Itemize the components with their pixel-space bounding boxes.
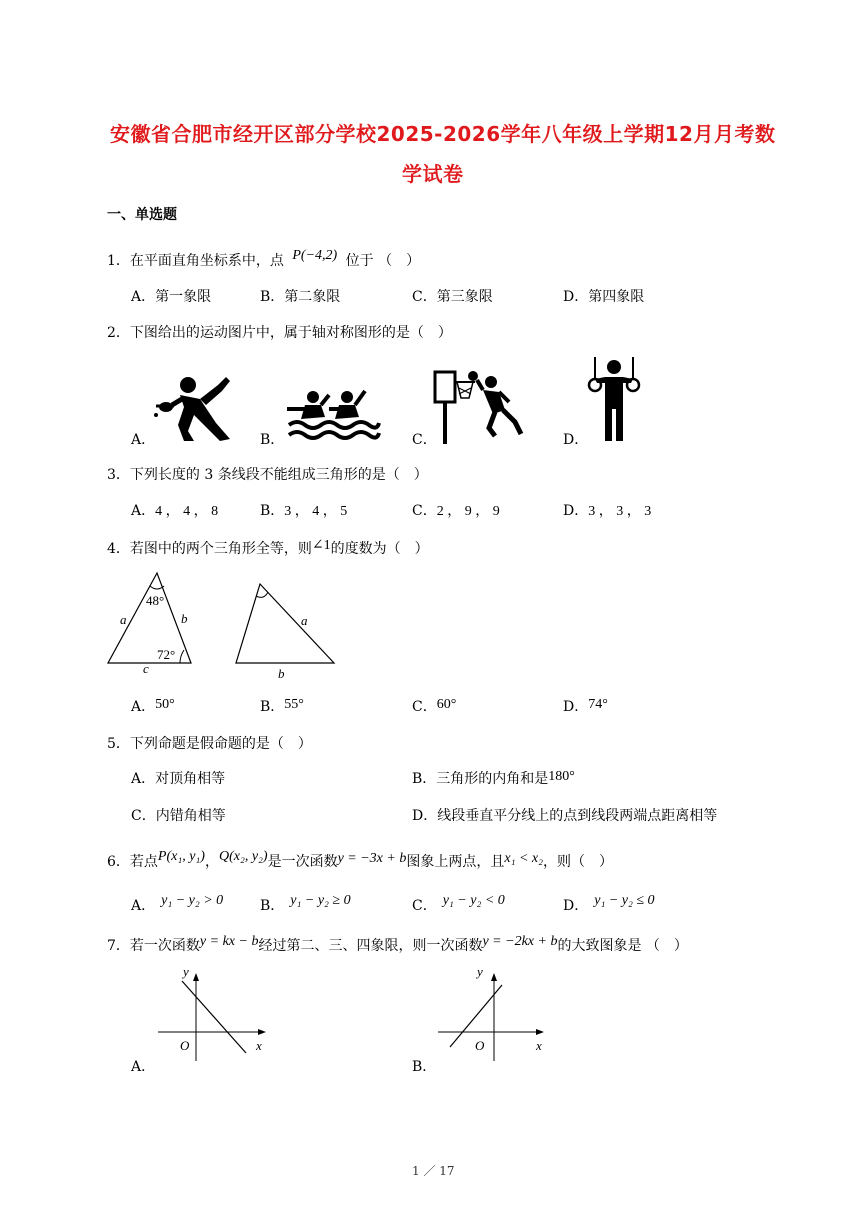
option-text: 第四象限 bbox=[588, 289, 645, 305]
q6-option-d[interactable] bbox=[563, 895, 655, 915]
q4-option-c[interactable] bbox=[412, 696, 456, 716]
fig1-side-b-label: b bbox=[181, 611, 188, 626]
basketball-player-icon bbox=[433, 370, 525, 446]
option-key: A． bbox=[131, 503, 156, 519]
q2-option-b[interactable]: B． bbox=[260, 432, 285, 448]
option-text: 三角形的内角和是 bbox=[436, 771, 549, 787]
option-text: 3 ， 3 ， 3 bbox=[588, 504, 652, 519]
option-text: 第二象限 bbox=[284, 289, 341, 305]
option-key: A． bbox=[131, 898, 156, 914]
option-math: y₁ − y₂ ≤ 0 bbox=[594, 893, 655, 908]
graph-b-x-label: x bbox=[536, 1038, 542, 1053]
option-key: C． bbox=[412, 699, 437, 715]
q6-option-a[interactable] bbox=[131, 895, 223, 915]
option-key: D． bbox=[563, 699, 589, 715]
question-1-stem: 1．在平面直角坐标系中，点 bbox=[107, 253, 284, 269]
option-key: A． bbox=[131, 289, 156, 305]
page-title: 安徽省合肥市经开区部分学校2025-2026学年八年级上学期12月月考数 bbox=[110, 122, 776, 146]
option-key: B． bbox=[260, 503, 285, 519]
option-key: B． bbox=[260, 699, 285, 715]
q1-option-d[interactable] bbox=[563, 286, 644, 306]
q3-option-b[interactable] bbox=[260, 500, 347, 520]
function-2: y = −2kx + b bbox=[482, 934, 558, 949]
question-4-tail: 的度数为（ ） bbox=[330, 541, 429, 557]
rings-gymnast-icon bbox=[585, 357, 643, 443]
option-text: 内错角相等 bbox=[155, 808, 226, 824]
synchronized-swimmers-icon bbox=[285, 387, 380, 441]
option-key: D． bbox=[563, 898, 589, 914]
point-p: P(x₁, y₁) bbox=[157, 849, 205, 864]
option-text: 3 ， 4 ， 5 bbox=[284, 504, 348, 519]
q2-option-d[interactable]: D． bbox=[563, 432, 589, 448]
question-6-stem: 6．若点 bbox=[107, 854, 158, 870]
option-math: y₁ − y₂ > 0 bbox=[161, 893, 224, 908]
option-key: A． bbox=[131, 699, 156, 715]
question-7 bbox=[107, 935, 688, 955]
option-text: 第三象限 bbox=[436, 289, 493, 305]
question-5: 5．下列命题是假命题的是（ ） bbox=[107, 736, 312, 752]
q7-option-a[interactable]: A． bbox=[131, 1059, 156, 1075]
fig1-side-a-label: a bbox=[120, 612, 127, 627]
fig1-angle-right-label: 72° bbox=[157, 647, 176, 662]
question-6-text: 是一次函数 bbox=[267, 854, 338, 870]
q5-option-b[interactable] bbox=[412, 768, 575, 788]
question-1 bbox=[107, 250, 420, 270]
option-key: C． bbox=[412, 289, 437, 305]
question-6-text: 图象上两点，且 bbox=[406, 854, 505, 870]
option-math: 180° bbox=[548, 769, 575, 784]
option-text: 对顶角相等 bbox=[155, 771, 226, 787]
option-text: 60° bbox=[436, 697, 457, 712]
linear-function: y = −3x + b bbox=[337, 851, 407, 866]
option-key: B． bbox=[412, 771, 437, 787]
q4-option-d[interactable] bbox=[563, 696, 608, 716]
option-text: 74° bbox=[588, 697, 608, 712]
question-7-text: 经过第二、三、四象限，则一次函数 bbox=[258, 938, 483, 954]
question-6 bbox=[107, 851, 613, 871]
fig2-side-b-label: b bbox=[278, 666, 285, 681]
question-4 bbox=[107, 538, 429, 558]
table-tennis-player-icon bbox=[150, 375, 242, 443]
angle-symbol: ∠1 bbox=[311, 538, 331, 553]
q6-option-b[interactable] bbox=[260, 895, 351, 915]
condition: x₁ < x₂ bbox=[504, 851, 543, 866]
separator: ， bbox=[204, 854, 219, 870]
triangle-figure-1 bbox=[100, 570, 210, 680]
graph-a-y-label: y bbox=[183, 964, 189, 979]
q1-option-c[interactable] bbox=[412, 286, 493, 306]
question-1-tail: 位于 （ ） bbox=[345, 253, 421, 269]
option-text: 2 ， 9 ， 9 bbox=[436, 504, 500, 519]
page-title-continued: 学试卷 bbox=[402, 162, 464, 186]
option-text: 55° bbox=[284, 697, 304, 712]
question-7-stem: 7．若一次函数 bbox=[107, 938, 200, 954]
question-2: 2．下图给出的运动图片中，属于轴对称图形的是（ ） bbox=[107, 325, 452, 341]
option-math: y₁ − y₂ ≥ 0 bbox=[290, 893, 351, 908]
option-key: D． bbox=[412, 808, 438, 824]
question-4-stem: 4．若图中的两个三角形全等，则 bbox=[107, 541, 312, 557]
point-q: Q(x₂, y₂) bbox=[218, 849, 268, 864]
q3-option-c[interactable] bbox=[412, 500, 500, 520]
option-text: 4 ， 4 ， 8 bbox=[155, 504, 219, 519]
option-math: y₁ − y₂ < 0 bbox=[442, 893, 505, 908]
graph-a-x-label: x bbox=[256, 1038, 262, 1053]
option-key: C． bbox=[131, 808, 156, 824]
q1-option-a[interactable] bbox=[131, 286, 211, 306]
graph-a-origin-label: O bbox=[180, 1038, 190, 1053]
graph-b-y-label: y bbox=[477, 964, 483, 979]
q5-option-c[interactable] bbox=[131, 805, 226, 825]
graph-b-origin-label: O bbox=[475, 1038, 485, 1053]
option-key: A． bbox=[131, 771, 156, 787]
option-key: B． bbox=[260, 289, 285, 305]
option-key: B． bbox=[260, 898, 285, 914]
option-key: D． bbox=[563, 289, 589, 305]
q5-option-d[interactable] bbox=[412, 805, 717, 825]
q3-option-a[interactable] bbox=[131, 500, 218, 520]
option-key: C． bbox=[412, 503, 437, 519]
question-7-tail: 的大致图象是 （ ） bbox=[557, 938, 688, 954]
page-number: 1 ／ 17 bbox=[412, 1164, 455, 1178]
option-text: 第一象限 bbox=[155, 289, 212, 305]
fig2-side-a-label: a bbox=[301, 613, 308, 628]
q3-option-d[interactable] bbox=[563, 500, 651, 520]
option-text: 线段垂直平分线上的点到线段两端点距离相等 bbox=[437, 808, 718, 824]
option-key: C． bbox=[412, 898, 437, 914]
fig1-angle-top-label: 48° bbox=[146, 593, 165, 608]
q2-option-a[interactable]: A． bbox=[131, 432, 156, 448]
q6-option-c[interactable] bbox=[412, 895, 505, 915]
q2-option-c[interactable]: C． bbox=[412, 432, 437, 448]
triangle-figure-2 bbox=[230, 580, 340, 670]
question-3: 3．下列长度的 3 条线段不能组成三角形的是（ ） bbox=[107, 467, 428, 483]
option-text: 50° bbox=[155, 697, 175, 712]
question-1-point: P(−4,2) bbox=[292, 248, 338, 263]
q7-option-b[interactable]: B． bbox=[412, 1059, 437, 1075]
q5-option-a[interactable] bbox=[131, 768, 225, 788]
q4-option-b[interactable] bbox=[260, 696, 304, 716]
fig1-side-c-label: c bbox=[143, 661, 149, 676]
question-6-tail: ，则（ ） bbox=[542, 854, 613, 870]
option-key: D． bbox=[563, 503, 589, 519]
section-heading: 一、单选题 bbox=[107, 207, 177, 223]
q4-option-a[interactable] bbox=[131, 696, 175, 716]
q1-option-b[interactable] bbox=[260, 286, 340, 306]
function-1: y = kx − b bbox=[199, 934, 259, 949]
